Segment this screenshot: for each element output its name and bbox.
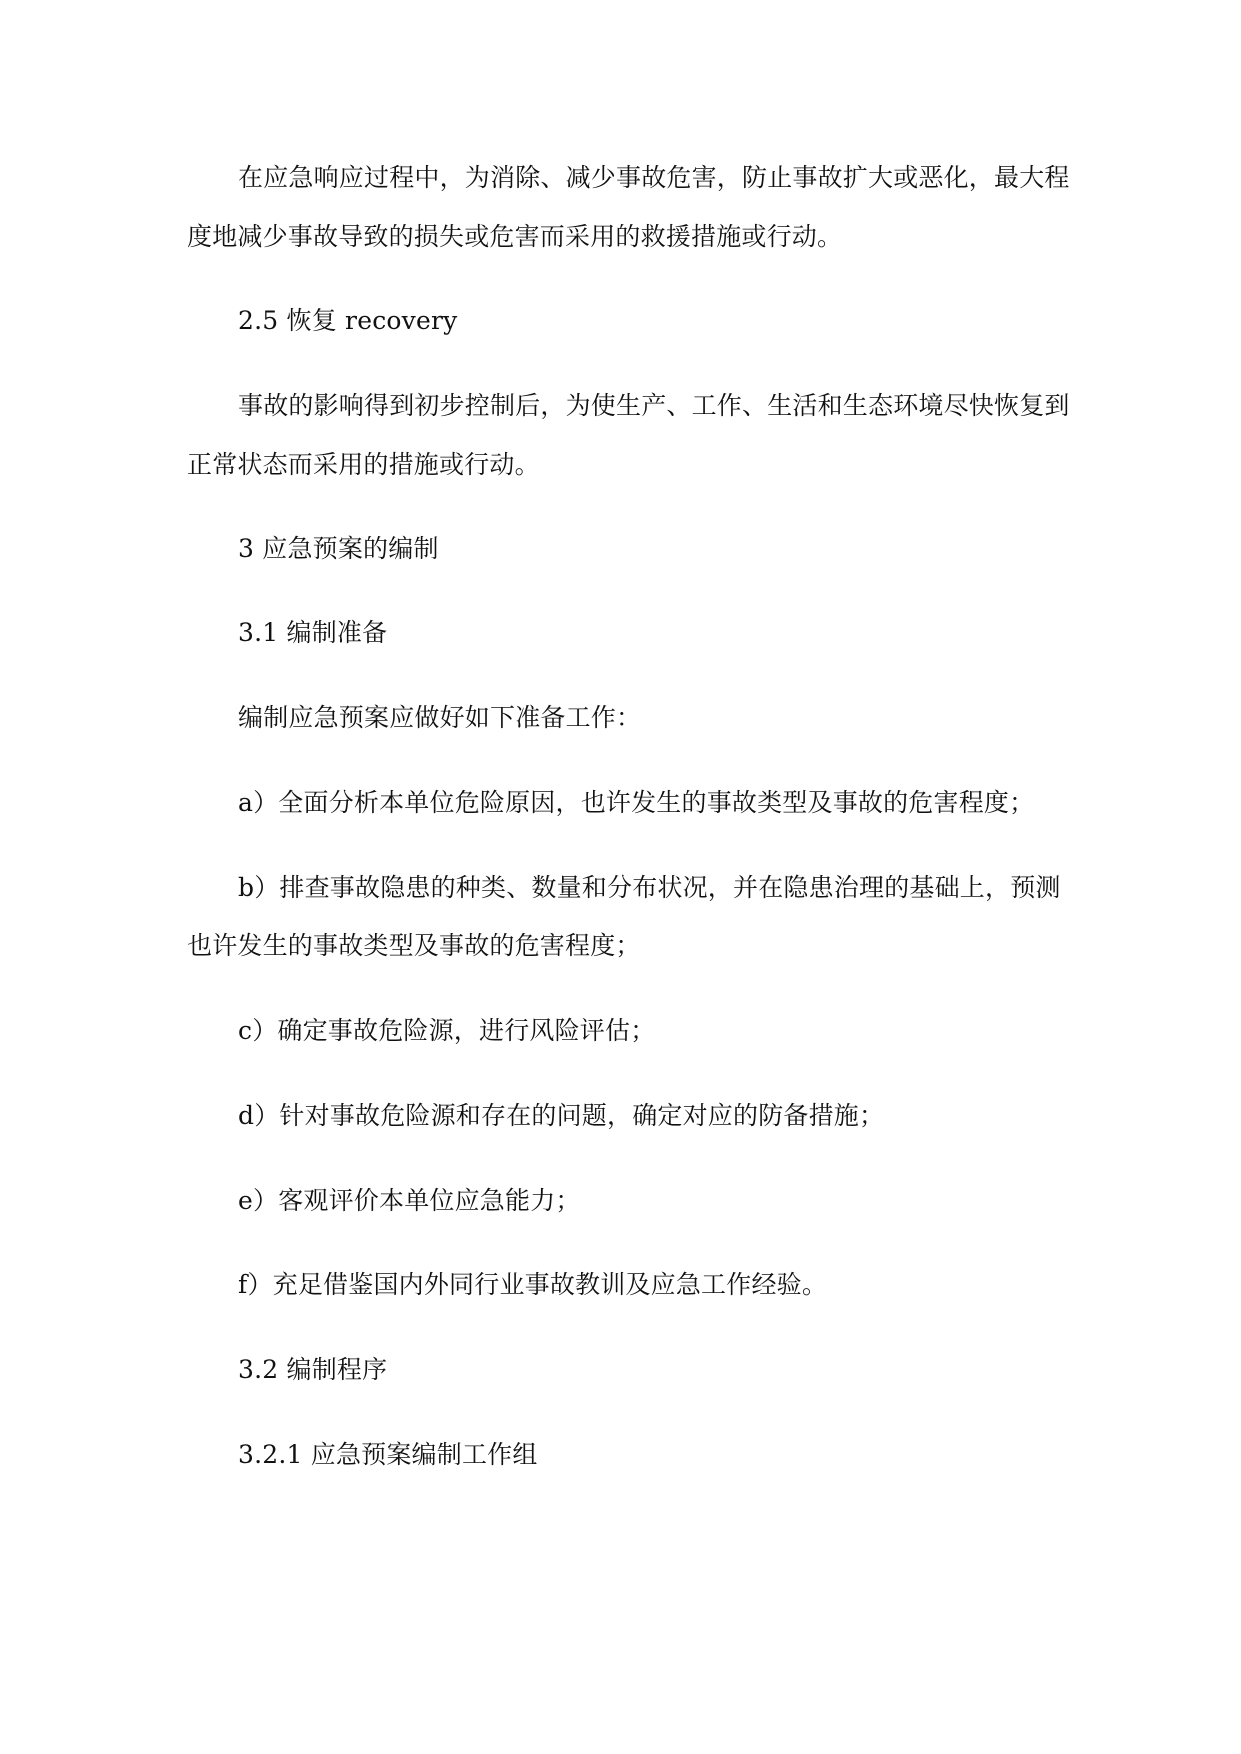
list-item: b）排查事故隐患的种类、数量和分布状况，并在隐患治理的基础上，预测	[238, 873, 1061, 902]
paragraph-line: 事故的影响得到初步控制后，为使生产、工作、生活和生态环境尽快恢复到	[238, 391, 1070, 420]
section-heading: 3.1 编制准备	[238, 618, 388, 647]
section-heading: 3.2.1 应急预案编制工作组	[238, 1440, 538, 1469]
section-heading: 3.2 编制程序	[238, 1355, 388, 1384]
list-item: f）充足借鉴国内外同行业事故教训及应急工作经验。	[238, 1270, 828, 1299]
paragraph-line: 在应急响应过程中，为消除、减少事故危害，防止事故扩大或恶化，最大程	[238, 163, 1070, 192]
section-heading: 3 应急预案的编制	[238, 534, 439, 563]
paragraph-line: 正常状态而采用的措施或行动。	[187, 450, 540, 479]
paragraph-line: 编制应急预案应做好如下准备工作：	[238, 703, 642, 732]
list-item-continuation: 也许发生的事故类型及事故的危害程度；	[187, 931, 641, 960]
list-item: d）针对事故危险源和存在的问题，确定对应的防备措施；	[238, 1101, 885, 1130]
list-item: e）客观评价本单位应急能力；	[238, 1186, 581, 1215]
section-heading: 2.5 恢复 recovery	[238, 306, 458, 335]
paragraph-line: 度地减少事故导致的损失或危害而采用的救援措施或行动。	[187, 222, 843, 251]
list-item: c）确定事故危险源，进行风险评估；	[238, 1016, 656, 1045]
list-item: a）全面分析本单位危险原因，也许发生的事故类型及事故的危害程度；	[238, 788, 1035, 817]
